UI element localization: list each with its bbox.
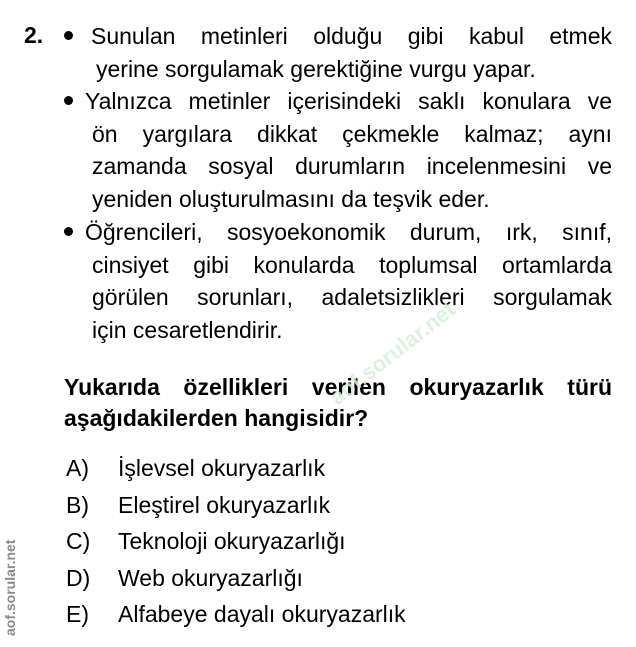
option-d[interactable] [66,560,406,597]
option-e[interactable] [66,596,406,633]
bullet-line [64,85,612,118]
prompt-line: aşağıdakilerden hangisidir? [64,405,369,431]
option-letter: D) [66,564,91,591]
bullet-1 [64,20,612,85]
bullet-text: zamanda sosyal durumların incelenmesini ve [92,153,612,179]
option-a[interactable] [66,450,406,487]
bullet-dot-icon [64,227,73,236]
option-letter: B) [66,491,89,518]
bullet-line [64,216,612,249]
option-text: İşlevsel okuryazarlık [118,455,326,481]
option-letter: E) [66,601,89,627]
option-text: Eleştirel okuryazarlık [118,491,331,518]
bullet-text: görülen sorunları, adaletsizlikleri sorgulamak [92,284,612,310]
option-text: Alfabeye dayalı okuryazarlık [118,601,406,627]
option-text: Web okuryazarlığı [118,564,303,591]
option-letter: C) [66,528,91,554]
bullet-line [64,20,612,53]
watermark-diagonal: aof.sorular.net [325,296,460,410]
bullet-text: cinsiyet gibi konularda toplumsal ortamlarda [92,251,612,278]
bullet-text: yerine sorgulamak gerektiğine vurgu yapar. [96,55,536,82]
bullet-text: Yalnızca metinler içerisindeki saklı konulara ve [85,88,612,114]
option-text: Teknoloji okuryazarlığı [118,528,346,554]
option-b[interactable] [66,487,406,524]
prompt-line: Yukarıda özellikleri verilen okuryazarlık türü [64,374,612,400]
bullet-dot-icon [64,96,73,105]
bullet-text: Öğrencileri, sosyoekonomik durum, ırk, sınıf, [85,219,612,245]
option-c[interactable] [66,523,406,560]
bullet-text: için cesaretlendirir. [92,316,283,343]
bullet-text: yeniden oluşturulmasını da teşvik eder. [92,185,490,212]
watermark-side: aof.sorular.net [2,539,18,636]
bullet-3 [64,216,612,346]
bullet-text: Sunulan metinleri olduğu gibi kabul etmek [91,23,612,49]
bullet-2 [64,85,612,215]
option-letter: A) [66,455,89,481]
bullet-text: ön yargılara dikkat çekmekle kalmaz; aynı [92,120,612,147]
question-number: 2. [24,22,44,48]
answer-options [66,450,406,633]
bullet-dot-icon [64,31,73,40]
